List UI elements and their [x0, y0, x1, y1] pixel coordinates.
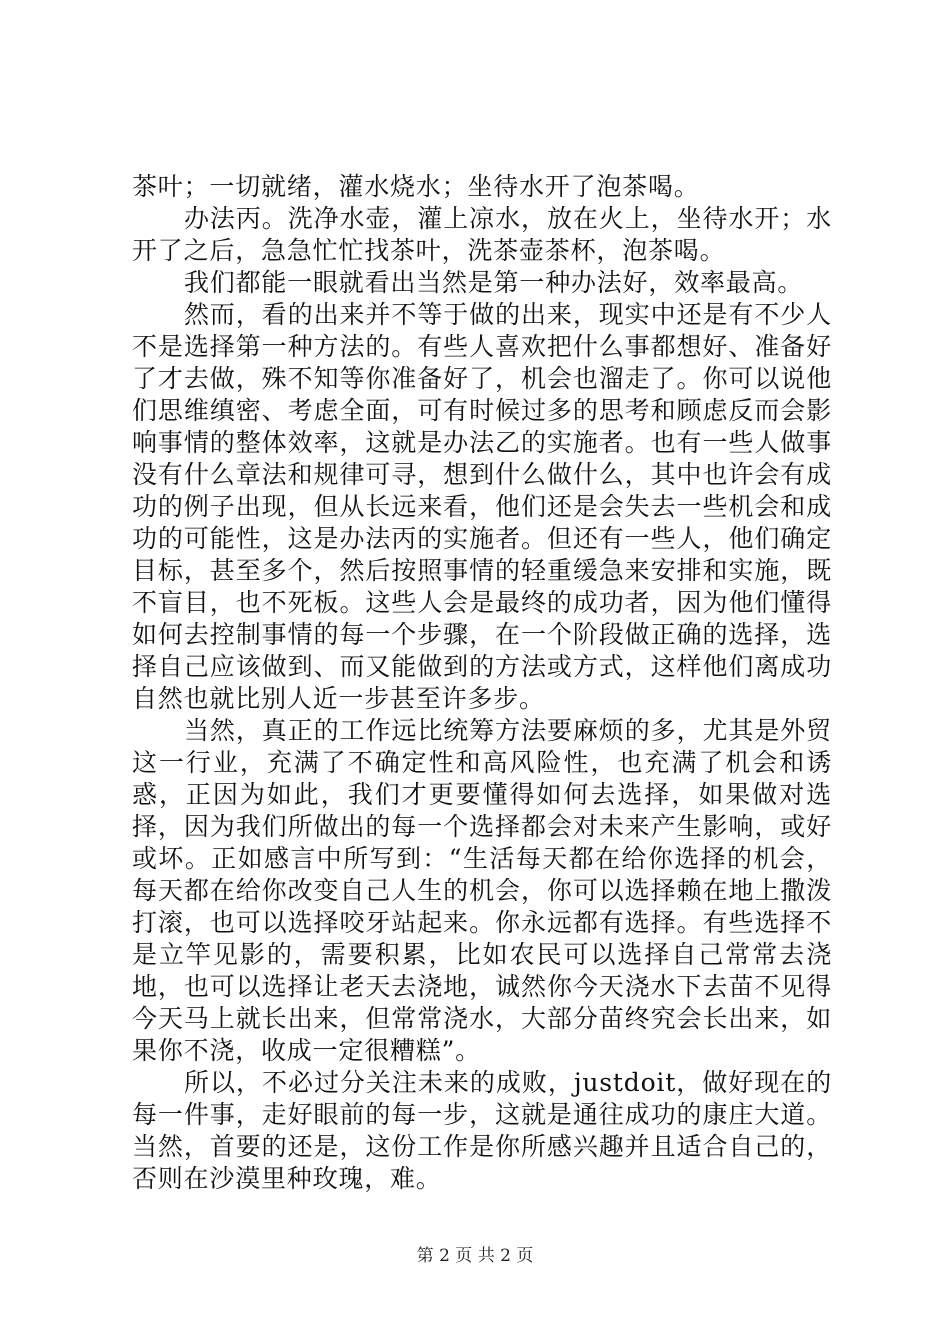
page-number-label: 第 2 页 共 2 页: [416, 1246, 534, 1266]
paragraph-1: 茶叶；一切就绪，灌水烧水；坐待水开了泡茶喝。: [132, 172, 700, 201]
paragraph-2: 办法丙。洗净水壶，灌上凉水，放在火上，坐待水开；水开了之后，急急忙忙找茶叶，洗茶壶茶杯，泡茶喝。: [132, 204, 832, 265]
paragraph-5: 当然，真正的工作远比统筹方法要麻烦的多，尤其是外贸这一行业，充满了不确定性和高风险性，也充满了机会和诱惑，正因为如此，我们才更要懂得如何去选择，如果做对选择，因为我们所做出的每一个选择都会对未来产生影响，或好或坏。正如感言中所写到：“生活每天都在给你选择的机会，每天都在给你改变自己人生的机会，你可以选择赖在地上撒泼打滚，也可以选择咬牙站起来。你永远都有选择。有些选择不是立竿见影的，需要积累，比如农民可以选择自己常常去浇地，也可以选择让老天去浇地，诚然你今天浇水下去苗不见得今天马上就长出来，但常常浇水，大部分苗终究会长出来，如果你不浇，收成一定很糟糕”。: [132, 716, 832, 1065]
document-body: [132, 171, 832, 1195]
paragraph-4: 然而，看的出来并不等于做的出来，现实中还是有不少人不是选择第一种方法的。有些人喜欢把什么事都想好、准备好了才去做，殊不知等你准备好了，机会也溜走了。你可以说他们思维缜密、考虑全面，可有时候过多的思考和顾虑反而会影响事情的整体效率，这就是办法乙的实施者。也有一些人做事没有什么章法和规律可寻，想到什么做什么，其中也许会有成功的例子出现，但从长远来看，他们还是会失去一些机会和成功的可能性，这是办法丙的实施者。但还有一些人，他们确定目标，甚至多个，然后按照事情的轻重缓急来安排和实施，既不盲目，也不死板。这些人会是最终的成功者，因为他们懂得如何去控制事情的每一个步骤，在一个阶段做正确的选择，选择自己应该做到、而又能做到的方法或方式，这样他们离成功自然也就比别人近一步甚至许多步。: [132, 300, 832, 713]
page-footer: [0, 1245, 950, 1267]
paragraph-3: 我们都能一眼就看出当然是第一种办法好，效率最高。: [184, 268, 804, 297]
paragraph-6: 所以，不必过分关注未来的成败，justdoit，做好现在的每一件事，走好眼前的每一步，这就是通往成功的康庄大道。当然，首要的还是，这份工作是你所感兴趣并且适合自己的，否则在沙漠里种玫瑰，难。: [132, 1068, 832, 1193]
